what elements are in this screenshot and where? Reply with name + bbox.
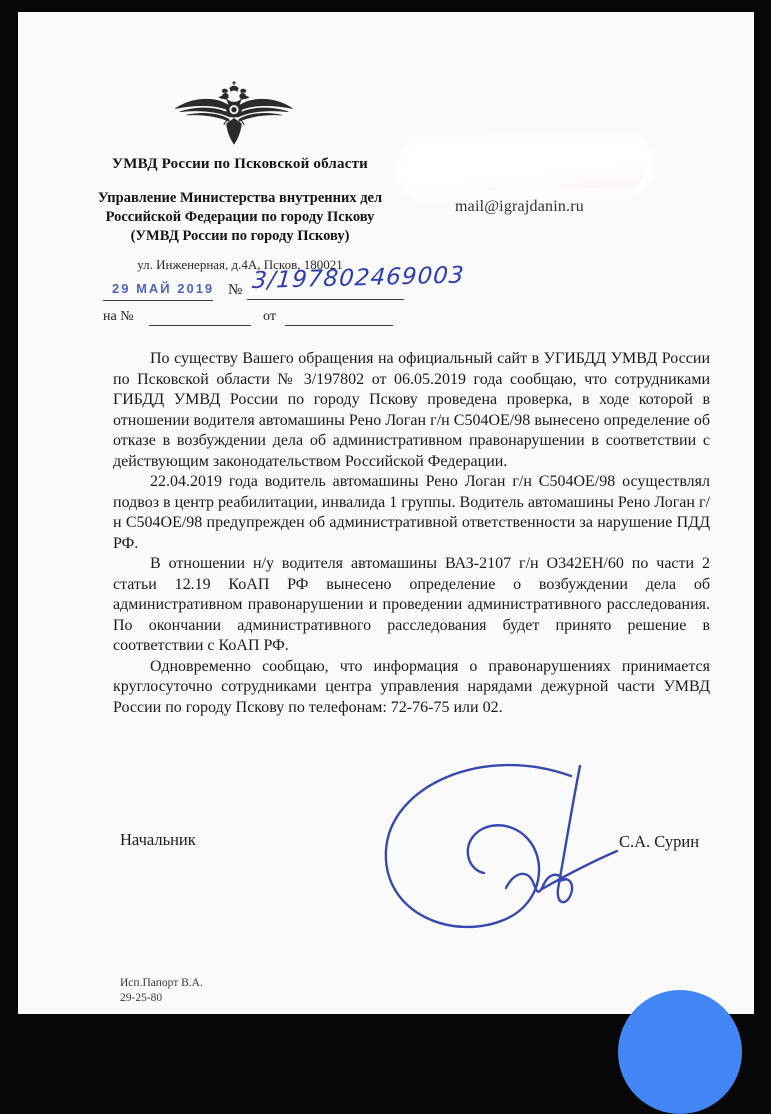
signature-icon [358, 758, 620, 942]
letterhead-org-block [40, 156, 440, 273]
reply-to-number-label: на № [103, 309, 134, 324]
executor-block [120, 976, 203, 1005]
paragraph-2: 22.04.2019 года водитель автомашины Рено Логан г/н С504ОЕ/98 осуществлял подвоз в центр реабилитации, инвалида 1 группы. Водитель автомашины Рено Логан г/н С504ОЕ/98 предупрежден об административной ответственности за нарушение ПДД РФ. [113, 473, 710, 552]
org-name-line1: Управление Министерства внутренних дел [97, 190, 383, 206]
paragraph-1: По существу Вашего обращения на официальный сайт в УГИБДД УМВД России по Псковской области № 3/197802 от 06.05.2019 года сообщаю, что сотрудниками ГИБДД УМВД России по городу Пскову проведена проверка, в ходе которой в отношении водителя автомашины Рено Логан г/н С504ОЕ/98 вынесено определение об отказе в возбуждении дела об административном правонарушении в соответствии с действующим законодательством Российской Федерации. [113, 350, 710, 470]
date-stamp: 29 МАЙ 2019 [112, 281, 215, 296]
org-name-line2: Российской Федерации по городу Пскову [105, 209, 375, 225]
redaction-mark [403, 141, 648, 192]
blue-floating-circle-button[interactable] [618, 990, 742, 1114]
paragraph-3: В отношении н/у водителя автомашины ВАЗ-2107 г/н О342ЕН/60 по части 2 статьи 12.19 КоАП РФ вынесено определение о возбуждении дела об административном правонарушении и проведении административного расследования. По окончании административного расследования будет принято решение в соответствии с КоАП РФ. [113, 555, 710, 654]
handwritten-outgoing-number: 3/197802469003 [251, 262, 466, 294]
letter-body [113, 349, 710, 718]
org-name-line3: (УМВД России по городу Пскову) [130, 228, 350, 244]
recipient-email: mail@igrajdanin.ru [455, 198, 584, 215]
document-page [18, 12, 754, 1014]
reply-from-label: от [263, 309, 276, 324]
org-region-title: УМВД России по Псковской области [112, 156, 368, 172]
mvd-eagle-emblem-icon [172, 76, 296, 152]
reply-number-underline [149, 324, 251, 326]
date-underline [103, 299, 213, 301]
executor-name: Исп.Папорт В.А. [120, 977, 203, 989]
reply-date-underline [285, 324, 393, 326]
number-underline [247, 298, 404, 300]
org-address: ул. Инженерная, д.4А, Псков, 180021 [137, 257, 343, 272]
outgoing-number-label: № [228, 282, 243, 298]
paragraph-4: Одновременно сообщаю, что информация о правонарушениях принимается круглосуточно сотрудниками центра управления нарядами дежурной части УМВД России по городу Пскову по телефонам: 72-76-75 или 02. [113, 657, 710, 716]
signer-name: С.А. Сурин [619, 832, 700, 851]
signer-position: Начальник [120, 830, 196, 849]
executor-phone: 29-25-80 [120, 991, 163, 1004]
